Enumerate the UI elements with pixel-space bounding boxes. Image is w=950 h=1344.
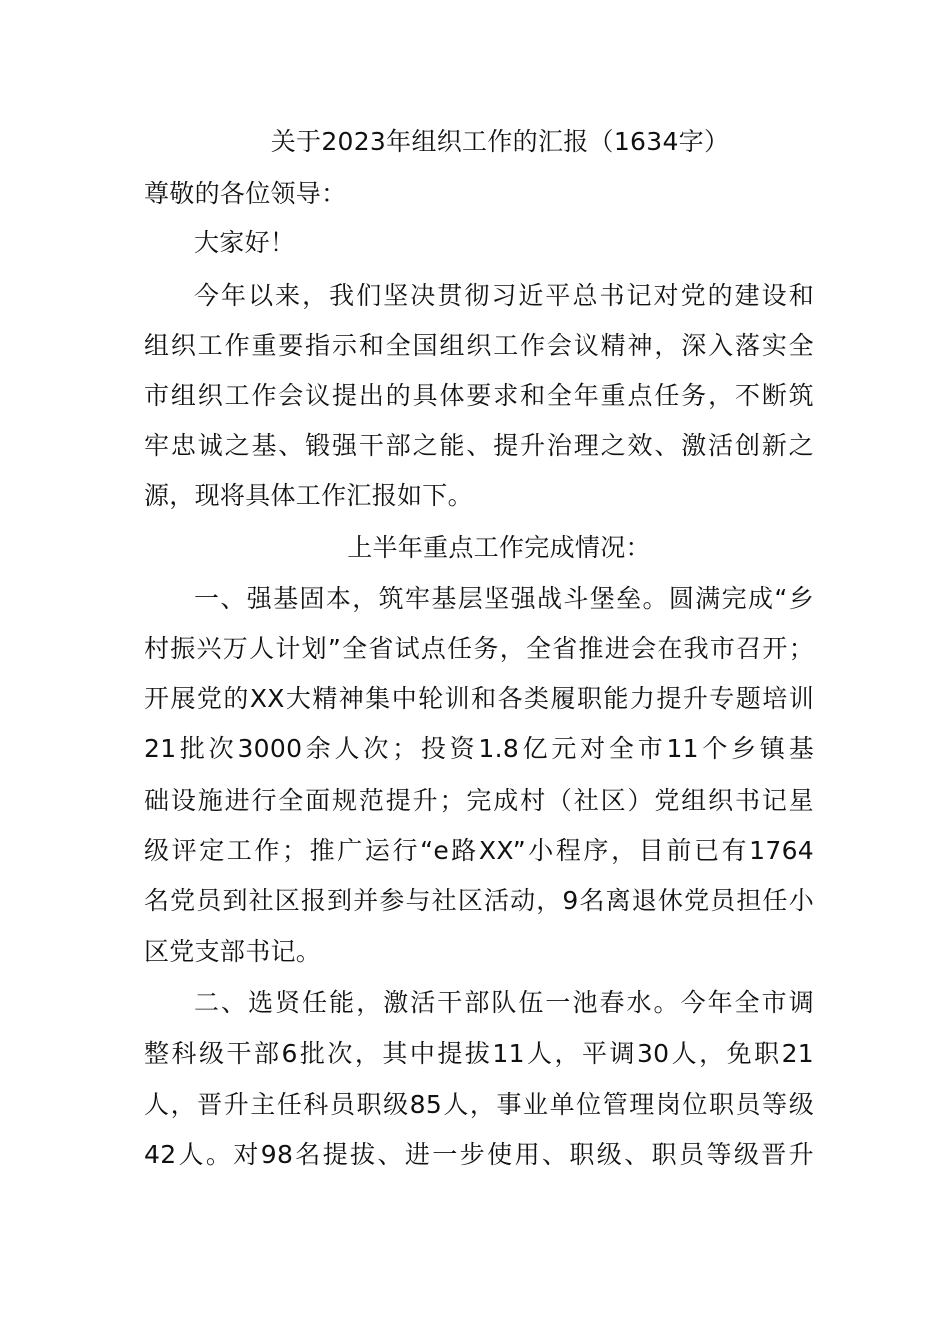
paragraph-line: 一、强基固本，筑牢基层坚强战斗堡垒。圆满完成“乡 — [194, 584, 814, 613]
paragraph-line: 牢忠诚之基、锻强干部之能、提升治理之效、激活创新之 — [144, 431, 814, 460]
paragraph-line: 人，晋升主任科员职级85人，事业单位管理岗位职员等级 — [144, 1090, 814, 1119]
paragraph-line: 整科级干部6批次，其中提拔11人，平调30人，免职21 — [144, 1039, 814, 1068]
greeting: 大家好！ — [194, 228, 296, 257]
paragraph-line: 市组织工作会议提出的具体要求和全年重点任务，不断筑 — [144, 381, 814, 410]
paragraph-line: 组织工作重要指示和全国组织工作会议精神，深入落实全 — [144, 331, 814, 360]
paragraph-line: 今年以来，我们坚决贯彻习近平总书记对党的建设和 — [194, 281, 814, 310]
document-title: 关于2023年组织工作的汇报（1634字） — [270, 127, 730, 156]
paragraph-line: 级评定工作；推广运行“e路XX”小程序，目前已有1764 — [144, 836, 814, 865]
paragraph-line: 开展党的XX大精神集中轮训和各类履职能力提升专题培训 — [144, 684, 814, 713]
paragraph-line: 区党支部书记。 — [144, 937, 322, 966]
paragraph-line: 村振兴万人计划”全省试点任务，全省推进会在我市召开； — [144, 634, 814, 663]
paragraph-line: 础设施进行全面规范提升；完成村（社区）党组织书记星 — [144, 786, 814, 815]
salutation: 尊敬的各位领导： — [144, 179, 347, 208]
paragraph-line: 21批次3000余人次；投资1.8亿元对全市11个乡镇基 — [144, 734, 814, 763]
paragraph-line: 名党员到社区报到并参与社区活动，9名离退休党员担任小 — [144, 886, 814, 915]
paragraph-line: 42人。对98名提拔、进一步使用、职级、职员等级晋升 — [144, 1140, 814, 1169]
paragraph-line: 二、选贤任能，激活干部队伍一池春水。今年全市调 — [194, 988, 814, 1017]
section-heading: 上半年重点工作完成情况： — [347, 533, 651, 562]
paragraph-line: 源，现将具体工作汇报如下。 — [144, 481, 473, 510]
